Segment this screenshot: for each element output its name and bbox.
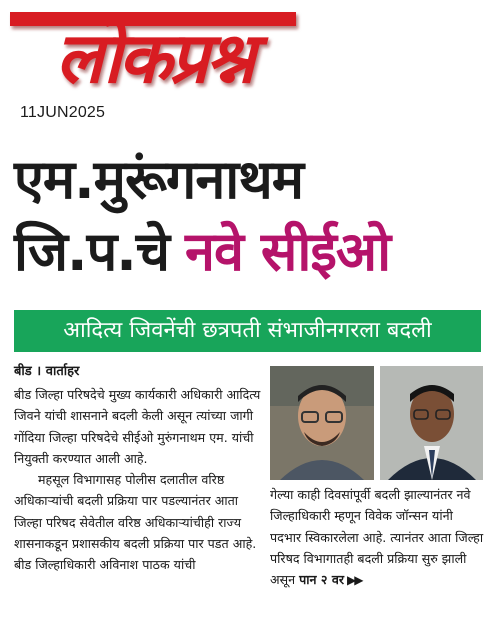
double-arrow-icon: ▶▶ [347, 573, 362, 588]
photo-caption [270, 484, 486, 591]
continued-link[interactable] [299, 572, 361, 587]
subheadline-bar: आदित्य जिवनेंची छत्रपती संभाजीनगरला बदली [14, 310, 481, 352]
publication-date: 11JUN2025 [20, 104, 106, 121]
masthead-logo [6, 2, 306, 96]
dateline: बीड । वार्ताहर [14, 364, 80, 379]
article-body [14, 384, 262, 576]
headline-line-1: एम.मुरूंगनाथम [14, 148, 304, 211]
body-paragraph-2: महसूल विभागासह पोलीस दलातील वरिष्ठ अधिकाऱ्यांची बदली प्रक्रिया पार पडल्यानंतर आता जिल्हा परिषद सेवेतील वरिष्ठ अधिकाऱ्यांचीही राज्य शासनाकडून प्रशासकीय बदली प्रक्रिया पार पडत आहे. बीड जिल्हाधिकारी अविनाश पाठक यांची [14, 472, 257, 573]
caption-text: गेल्या काही दिवसांपूर्वी बदली झाल्यानंतर नवे जिल्हाधिकारी म्हणून विवेक जॉन्सन यांनी पदभार स्विकारलेला आहे. त्यानंतर आता जिल्हा परिषद विभागातही बदली प्रक्रिया सुरु झाली असून [270, 487, 484, 588]
continued-label: पान २ वर [299, 572, 345, 588]
photo-right [380, 366, 483, 480]
body-paragraph-1: बीड जिल्हा परिषदेचे मुख्य कार्यकारी अधिकारी आदित्य जिवने यांची शासनाने बदली केली असून त्यांच्या जागी गोंदिया जिल्हा परिषदेचे सीईओ मुरुंगनाथम एम. यांची नियुक्ती करण्यात आली आहे. [14, 387, 261, 466]
headline-line-2-part-2: नवे सीईओ [185, 220, 391, 283]
svg-text:लोकप्रश्न: लोकप्रश्न [55, 17, 253, 96]
headline-line-2-part-1: जि.प.चे [14, 220, 170, 283]
headline-line-2 [14, 222, 494, 282]
photo-left [270, 366, 374, 480]
